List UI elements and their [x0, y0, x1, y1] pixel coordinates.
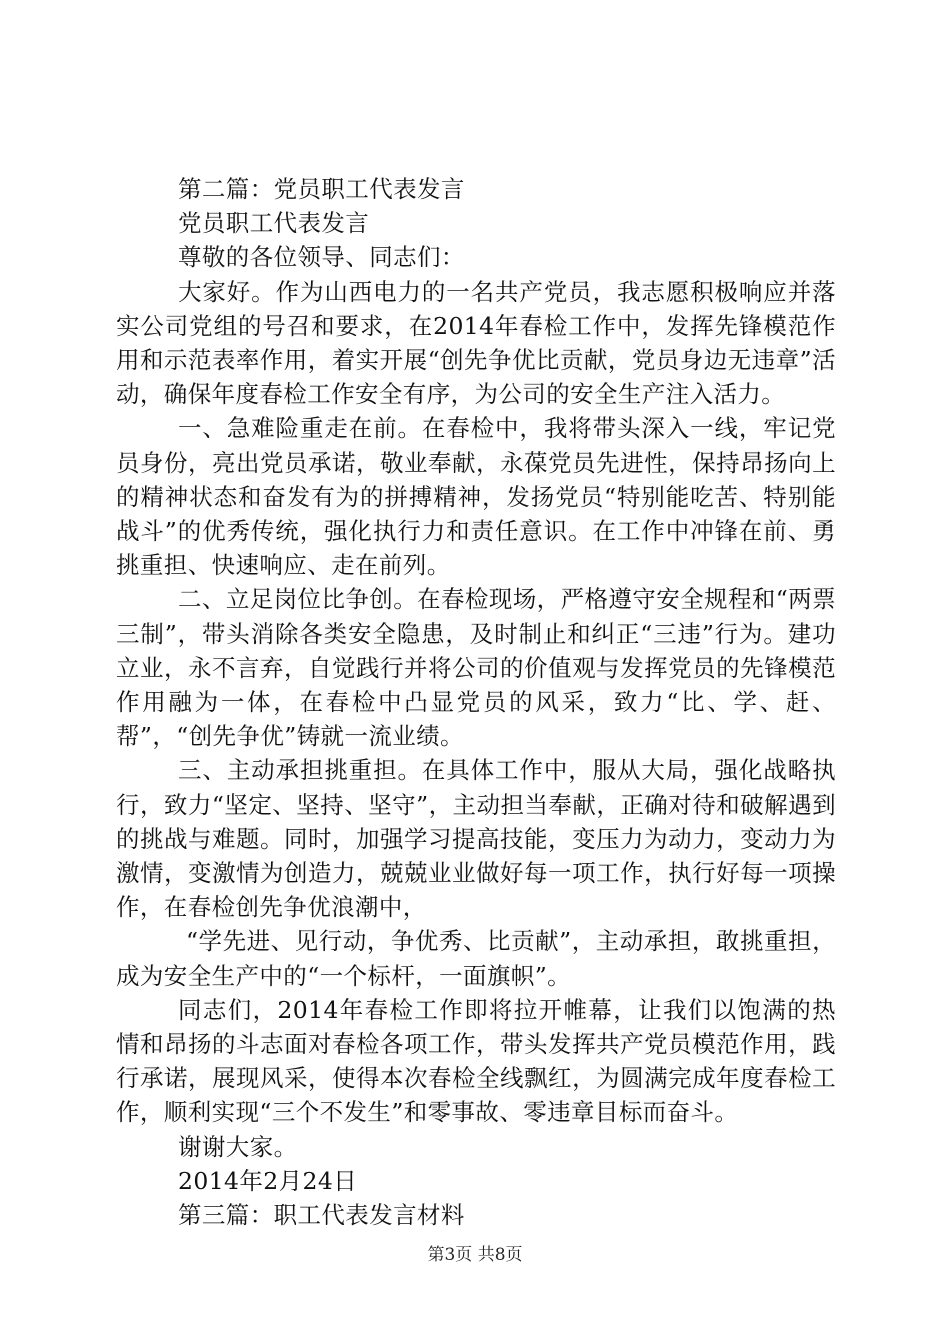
closing-thanks: 谢谢大家。: [178, 1132, 298, 1161]
page-number-footer: 第3页 共8页: [427, 1245, 523, 1265]
speech-title: 党员职工代表发言: [178, 209, 370, 238]
paragraph-point-three: 三、主动承担挑重担。在具体工作中，服从大局，强化战略执行，致力“坚定、坚持、坚守”，主动担当奉献，正确对待和破解遇到的挑战与难题。同时，加强学习提高技能，变压力为动力，变动力为激情，变激情为创造力，兢兢业业做好每一项工作，执行好每一项操作，在春检创先争优浪潮中，: [116, 756, 836, 922]
paragraph-point-three-continued: “学先进、见行动，争优秀、比贡献”，主动承担，敢挑重担，成为安全生产中的“一个标杆，一面旗帜”。: [116, 927, 836, 990]
section-heading-part3: 第三篇：职工代表发言材料: [178, 1201, 465, 1230]
paragraph-closing-appeal: 同志们，2014年春检工作即将拉开帷幕，让我们以饱满的热情和昂扬的斗志面对春检各项工作，带头发挥共产党员模范作用，践行承诺，展现风采，使得本次春检全线飘红，为圆满完成年度春检工作，顺利实现“三个不发生”和零事故、零违章目标而奋斗。: [116, 995, 836, 1127]
speech-date: 2014年2月24日: [178, 1166, 358, 1195]
section-heading-part2: 第二篇：党员职工代表发言: [178, 175, 465, 203]
paragraph-opening: 大家好。作为山西电力的一名共产党员，我志愿积极响应并落实公司党组的号召和要求，在2014年春检工作中，发挥先锋模范作用和示范表率作用，着实开展“创先争优比贡献，党员身边无违章”活动，确保年度春检工作安全有序，为公司的安全生产注入活力。: [116, 277, 836, 409]
salutation: 尊敬的各位领导、同志们：: [178, 243, 465, 272]
paragraph-point-two: 二、立足岗位比争创。在春检现场，严格遵守安全规程和“两票三制”，带头消除各类安全隐患，及时制止和纠正“三违”行为。建功立业，永不言弃，自觉践行并将公司的价值观与发挥党员的先锋模范作用融为一体，在春检中凸显党员的风采，致力“比、学、赶、帮”，“创先争优”铸就一流业绩。: [116, 585, 836, 751]
document-body: [116, 172, 836, 1232]
paragraph-point-one: 一、急难险重走在前。在春检中，我将带头深入一线，牢记党员身份，亮出党员承诺，敬业奉献，永葆党员先进性，保持昂扬向上的精神状态和奋发有为的拼搏精神，发扬党员“特别能吃苦、特别能战斗”的优秀传统，强化执行力和责任意识。在工作中冲锋在前、勇挑重担、快速响应、走在前列。: [116, 414, 836, 580]
